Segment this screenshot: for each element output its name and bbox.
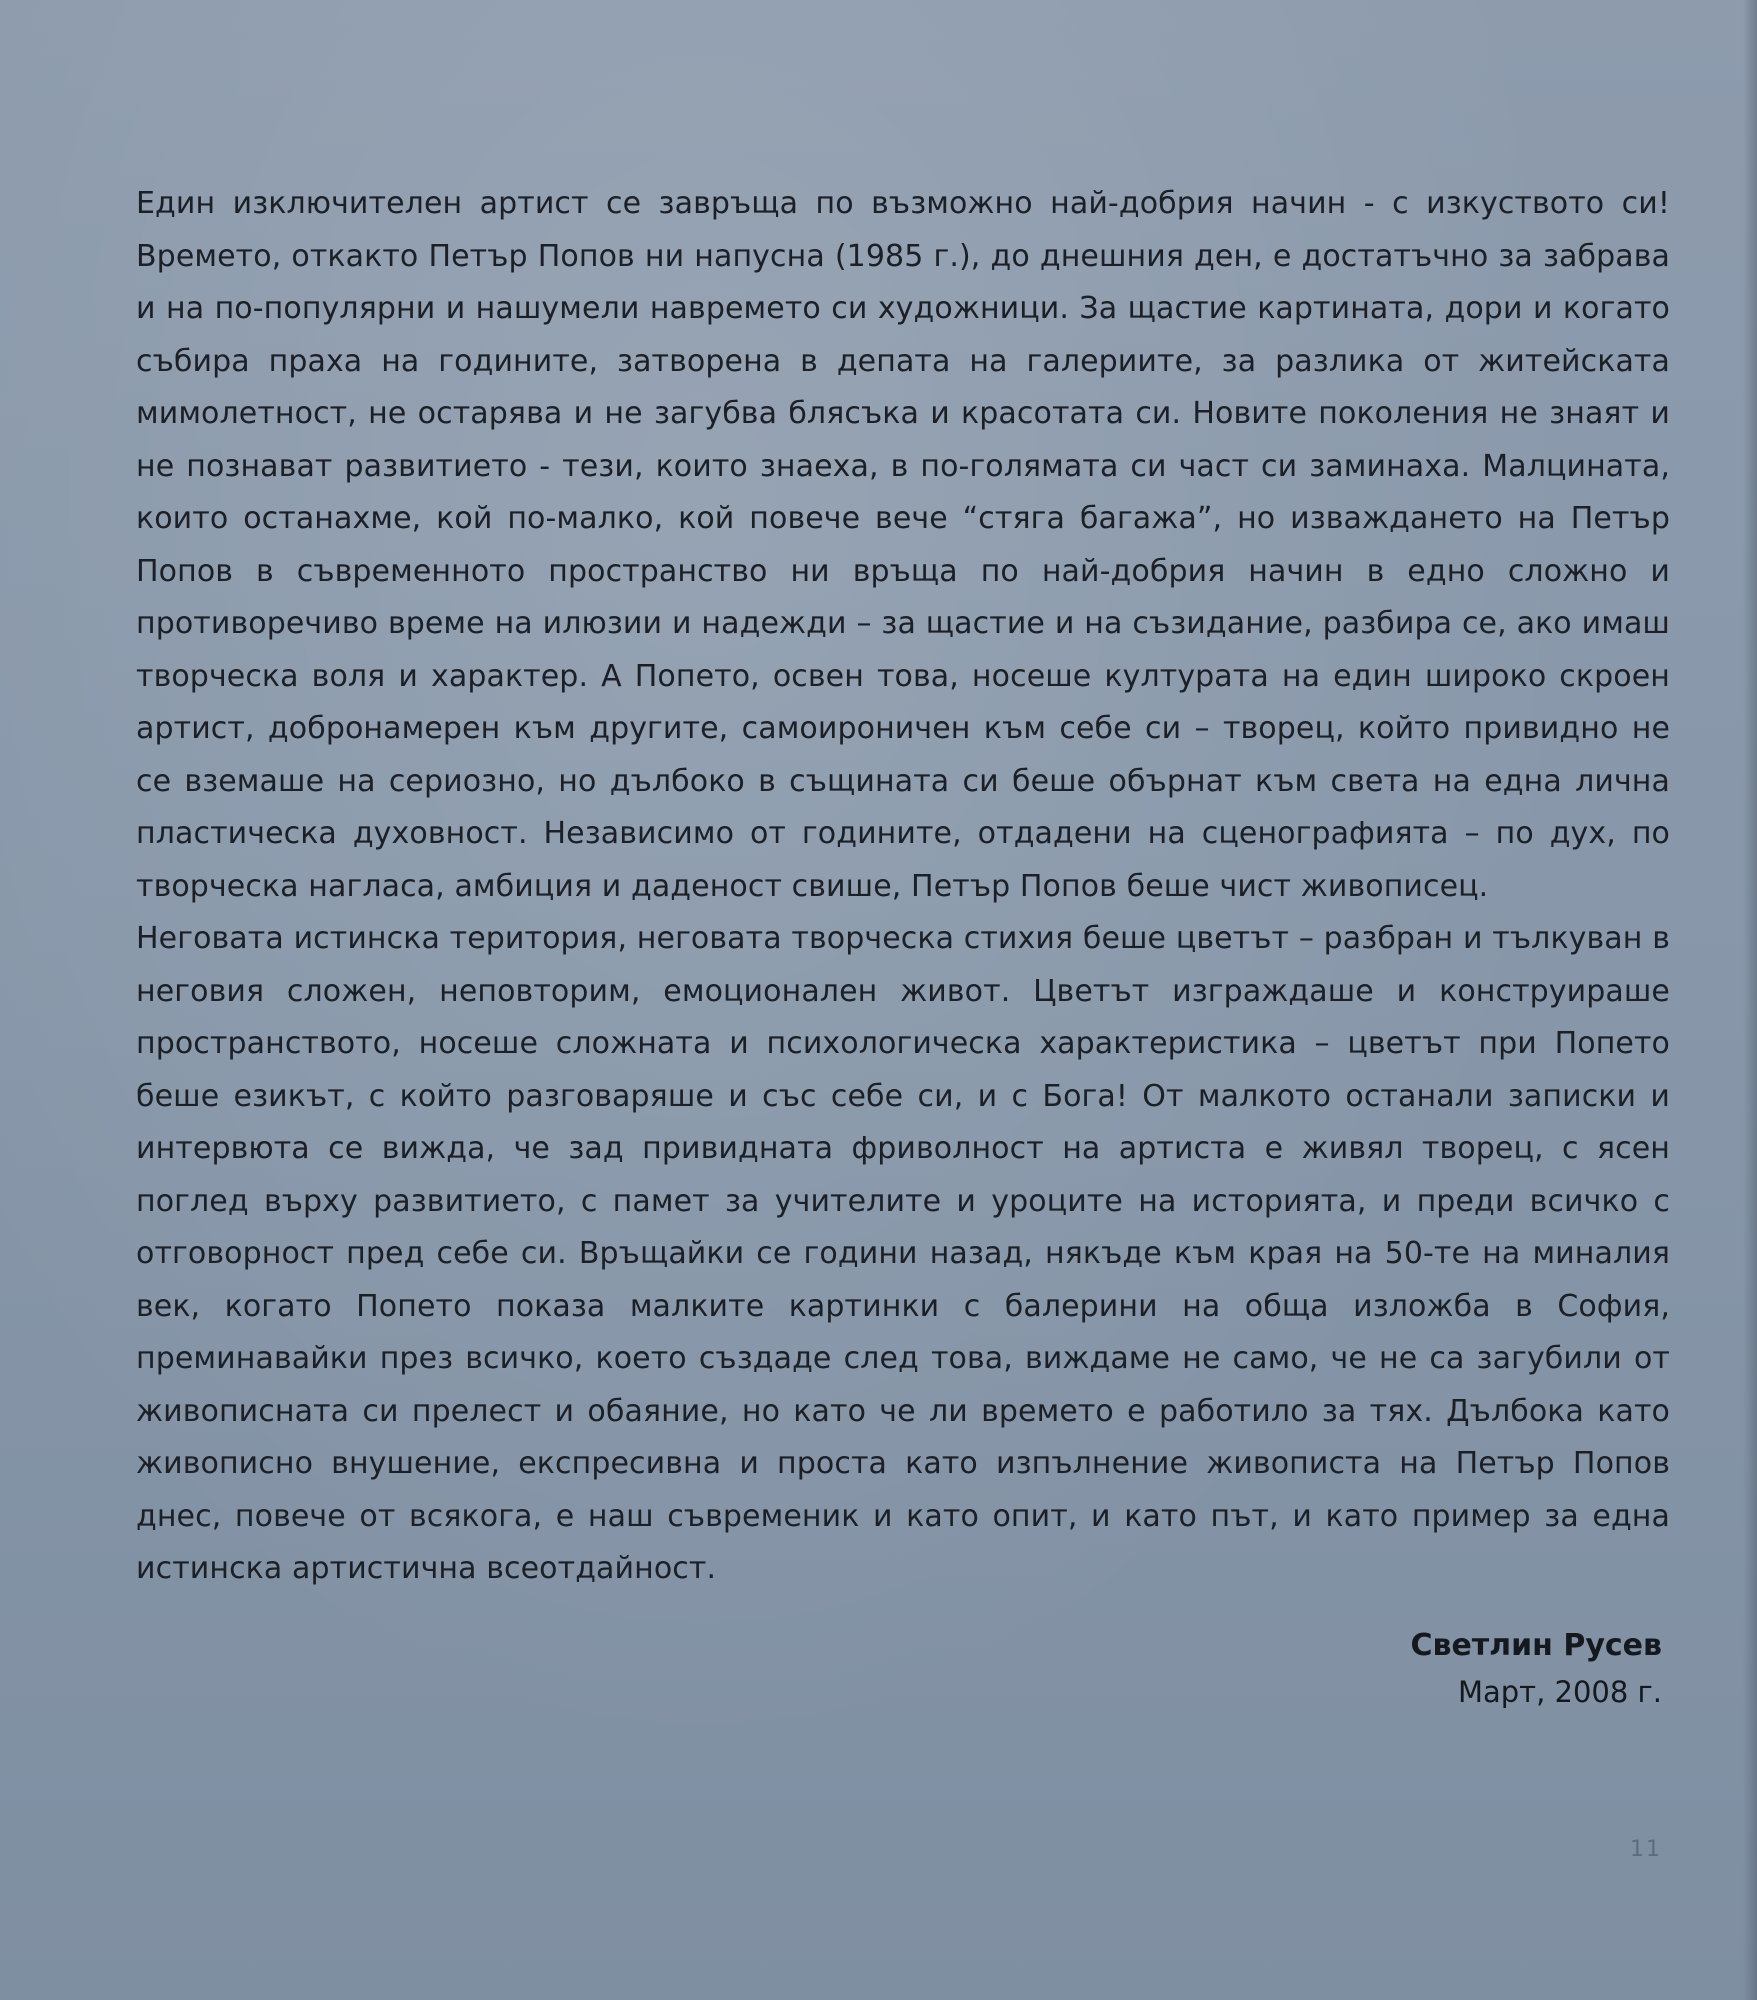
signature-block bbox=[1410, 1622, 1662, 1714]
page-number: 11 bbox=[1630, 1837, 1662, 1862]
paragraph-1: Един изключителен артист се завръща по възможно най-добрия начин - с изкуството си! Времето, откакто Петър Попов ни напусна (1985 г.), до днешния ден, е достатъчно за забрава и на по-популярни и нашумели навремето си художници. За щастие картината, дори и когато събира праха на годините, затворена в депата на галериите, за разлика от житейската мимолетност, не остарява и не загубва блясъка и красотата си. Новите поколения не знаят и не познават развитието - тези, които знаеха, в по-голямата си част си заминаха. Малцината, които останахме, кой по-малко, кой повече вече “стяга багажа”, но изваждането на Петър Попов в съвременното пространство ни връща по най-добрия начин в едно сложно и противоречиво време на илюзии и надежди – за щастие и на съзидание, разбира се, ако имаш творческа воля и характер. А Попето, освен това, носеше културата на един широко скроен артист, добронамерен към другите, самоироничен към себе си – творец, който привидно не се вземаше на сериозно, но дълбоко в същината си беше обърнат към света на една лична пластическа духовност. Независимо от годините, отдадени на сценографията – по дух, по творческа нагласа, амбиция и даденост свише, Петър Попов беше чист живописец. bbox=[136, 186, 1670, 904]
signature-date: Март, 2008 г. bbox=[1457, 1675, 1662, 1709]
page-edge-shadow bbox=[1743, 0, 1757, 2000]
paragraph-2: Неговата истинска територия, неговата творческа стихия беше цветът – разбран и тълкуван в неговия сложен, неповторим, емоционален живот. Цветът изграждаше и конструираше пространството, носеше сложната и психологическа характеристика – цветът при Попето беше езикът, с който разговаряше и със себе си, и с Бога! От малкото останали записки и интервюта се вижда, че зад привидната фриволност на артиста е живял творец, с ясен поглед върху развитието, с памет за учителите и уроците на историята, и преди всичко с отговорност пред себе си. Връщайки се години назад, някъде към края на 50-те на миналия век, когато Попето показа малките картинки с балерини на обща изложба в София, преминавайки през всичко, което създаде след това, виждаме не само, че не са загубили от живописната си прелест и обаяние, но като че ли времето е работило за тях. Дълбока като живописно внушение, експресивна и проста като изпълнение живописта на Петър Попов днес, повече от всякога, е наш съвременик и като опит, и като път, и като пример за една истинска артистична всеотдайност. bbox=[136, 921, 1670, 1586]
author-name: Светлин Русев bbox=[1410, 1628, 1662, 1663]
article-body bbox=[136, 178, 1670, 1596]
